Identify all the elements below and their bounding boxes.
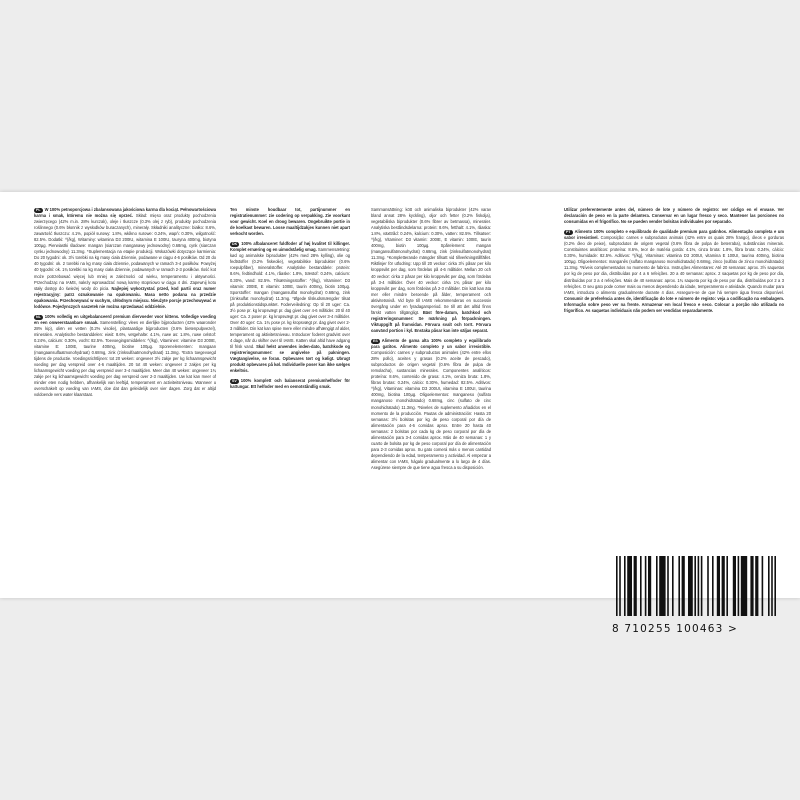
barcode-bar — [694, 556, 696, 616]
barcode-bar — [741, 556, 747, 616]
language-badge-pt: PT — [566, 230, 571, 235]
barcode-bar — [717, 556, 720, 616]
body-dk: Sammensætning: kød og animalske biprodukter (42% med 28% kylling), olie og fedtstoffer (0.2% fiskeolie), vegetabilske biprodukter (0.6% roepulpfiber), mineralstoffer. Analytiske bestanddele: protein: 8.6%, fedtindhold: 4.1%, råaske: 1.8%, træstof: 0.24%, calcium: 0.30%, vand: 82.5%. Tilsætningsstoffer: ^(/kg), Vitaminer: D3 vitamin: 200IE, E vitamin: 100IE, taurin 400mg, biotin 100µg. Sporstoffer: mangan (mangansulfat monohydrat) 0.68mg, zink (zinksulfat monohydrat) 11.3mg. *Øgede tilskudsmængder tilsat på produktionstidspunktet. Foderveiledning: Op til 20 uger: Ca. 3½ pose pr. kg kropsvægt pr. dag givet over 4-6 måltider. 20 til 40 uger: Ca. 2 poser pr. kg kropsvægt pr. dag givet over 3-4 måltider. Over 40 uger: Ca. 1¾ pose pr. kg kropsvægt pr. dag givet over 2-3 måltider. Din kat kan spise mere eller mindre afhængigt af alder, temperament og aktivitetsniveau. Introducer foderet gradvist over 4 dage, når du skifter over til IAMS. Katten skal altid have adgang til frisk vand. — [230, 247, 350, 350]
section-sv — [230, 378, 350, 390]
barcode-bar — [771, 556, 773, 616]
storage-sv: Bäst före-datum, batchkod och registreringsnummer: Se märkning på förpackningen. Viktuppgift på framsidan. Förvara svalt och torrt. Förvara oanvänd portion i kyl. Enstaka påsar kan inte säljas separat. — [371, 309, 491, 333]
language-badge-es: ES — [373, 338, 378, 343]
barcode-bar — [627, 556, 632, 616]
headline-pt: Alimento 100% completo e equilibrado de qualidade premium para gatinhos. Alimentação completa e um sabor irresistível. — [564, 229, 784, 241]
barcode-bar — [726, 556, 728, 616]
barcode-bar — [656, 556, 658, 616]
barcode-bar — [774, 556, 776, 616]
section-nl-tail — [230, 207, 350, 237]
barcode-bar — [738, 556, 740, 616]
headline-sv: 100% komplett och balanserat premiumhelfoder för kattungar. Ett helfoder med en oemotståndlig smak. — [230, 378, 350, 390]
barcode-bar — [722, 556, 725, 616]
barcode-bar — [634, 556, 637, 616]
barcode-bar — [645, 556, 647, 616]
barcode — [612, 556, 782, 616]
storage-pt: Consumir de preferência antes de, identificação do lote e número de registo: veja a codificação na embalagem. Informação sobre peso ver na frente. Armazenar em local fresco e seco. Colocar a porção não utilizada no frigorífico. As saquetas individuais não podem ser vendidas separadamente. — [564, 295, 784, 313]
body-pt: Composição: carnes e subprodutos animais (42% entre os quais 28% frango), óleos e gorduras (0.2% óleo de peixe), subprodutos de origem vegetal (0.6% fibra de polpa de beterraba), substâncias minerais. Constituintes analíticos: proteína: 8.6%, teor de matéria gorda: 4.1%, cinza bruta: 1.8%, fibra bruta: 0.24%, cálcio: 0.30%, humidade: 82.5%. Aditivos: ^(/kg), Vitaminas: vitamina D3 200UI, vitamina E 100UI, taurina 400mg, biotina 100µg. Oligoelementos: manganês (sulfato manganoso monohidratado) 0.68mg, zinco (sulfato de zinco monohidratado) 11.3mg. *Níveis complementados no momento de fabrico. Instruções Alimentares: Até 20 semanas: aprox. 3½ saquetas por kg de peso por dia, distribuídas por 4 a 6 refeições. 20 a 40 semanas: aprox. 2 saquetas por kg de peso por dia, distribuídas por 3 a 4 refeições. Mais de 40 semanas: aprox. 1¾ saqueta por kg de peso por dia, distribuídas por 2 a 3 refeições. O seu gato pode comer mais ou menos dependendo da idade, temperamento e atividade. Quando mudar para IAMS, introduza o alimento gradualmente durante 4 dias. Assegure-se de que há sempre água fresca disponível. — [564, 235, 784, 295]
text-column-1 — [34, 207, 216, 592]
language-badge-nl: NL — [36, 314, 41, 319]
section-nl — [34, 314, 216, 399]
headline-dk: 100% afbalanceret fuldfoder af høj kvalitet til killinger. Komplet ernæring og en uimodståelig smag. — [230, 241, 350, 253]
barcode-bar — [688, 556, 693, 616]
section-dk — [230, 241, 350, 374]
barcode-bar — [616, 556, 618, 616]
barcode-bar — [619, 556, 621, 616]
storage-dk: Skal helst anvendes inden-dato, batchkode og registreringsnummer: se angivelse på pakningen. Vægtangivelse, se foran. Opbevares tørt og køligt. Ubrugt produkt opbevares på køl. Individuelle poser kan ikke sælges enkeltvis. — [230, 344, 350, 374]
storage-pl: Najlepiej wykorzystać przed, kod partii oraz numer rejestracyjny: patrz oznakowanie na opakowaniu. Masa netto podana na przedzie opakowania. Przechowywać w suchym, chłodnym miejscu. Nieużyte porcje przechowywać w lodówce. Pojedynczych saszetek nie można sprzedawać oddzielnie. — [34, 285, 216, 309]
barcode-bar — [667, 556, 669, 616]
section-es-tail — [564, 207, 784, 225]
storage-es: Utilizar preferentemente antes del, número de lote y número de registro: ver código en el envase. Ver declaración de peso en la parte delantera. Conservar en un lugar fresco y seco. Mantener las porciones no consumidas en el frigorífico. No se pueden vender bolsitas individuales por separado. — [564, 207, 784, 225]
barcode-bar — [701, 556, 703, 616]
barcode-bar — [733, 556, 736, 616]
product-label-panel — [0, 192, 800, 635]
text-column-3 — [371, 207, 491, 592]
body-nl: Samenstelling: vlees en dierlijke bijproducten (42% waaronder 28% kip), oliën en vetten (0.2% visolie), plantaardige bijproducten (0.6% bietenpulpvezel), mineralen. Analytische bestanddelen: eiwit: 8.6%, vetgehalte: 4.1%, ruwe as: 1.8%, ruwe celstof: 0.24%, calcium: 0.30%, vocht: 82.5%. Toevoegingsmiddelen: ^(/kg), Vitaminen: vitamine D3 200IE, vitamine E: 100IE, taurine 400mg, biotine 100µg. Sporenelementen: mangaan (mangaansulfaatmonohydraat) 0.68mg, zink (zinksulfaatmonohydraat) 11.3mg. *Extra toegevoegd tijdens de productie. Voedingsrichtlijnen: tot 20 weken: ongeveer 3½ zakje per kg lichaamsgewicht voeding per dag verspreid over 4-6 maaltijden. 20 tot 40 weken: ongeveer 2 zakjes per kg lichaamsgewicht voeding per dag verspreid over 3-4 maaltijden. Meer dan 40 weken: ongeveer 1¾ zakje per kg lichaamsgewicht voeding per dag verspreid over 2-3 maaltijden. Uw kat kan meer of minder eten nodig hebben, afhankelijk van leeftijd, temperament en activiteitsniveau. Wanneer u overschakelt op voeding van IAMS, doe dat dan geleidelijk over vier dagen. Zorg dat er altijd voldoende vers water klaarstaat. — [34, 319, 216, 398]
language-badge-pl: PL — [36, 208, 41, 212]
language-badge-sv: SV — [232, 379, 237, 384]
barcode-number: 8 710255 100463 > — [612, 623, 739, 635]
barcode-bar — [750, 556, 753, 616]
text-column-2 — [230, 207, 350, 592]
storage-nl: Ten minste houdbaar tot, partijnummer en registratienummer: zie codering op verpakking. Zie voorkant voor gewicht. Koel en droog bewaren. Ongebruikte portie in de koelkast bewaren. Losse maaltijdzakjes kunnen niet apart verkocht worden. — [230, 207, 350, 237]
barcode-bar — [659, 556, 665, 616]
section-pl — [34, 207, 216, 310]
barcode-bar — [640, 556, 642, 616]
barcode-bar — [682, 556, 685, 616]
language-badge-dk: DK — [232, 242, 238, 247]
barcode-bar — [768, 556, 770, 616]
section-es — [371, 338, 491, 471]
barcode-bar — [624, 556, 626, 616]
barcode-bar — [678, 556, 680, 616]
section-sv-body — [371, 207, 491, 334]
barcode-bar — [762, 556, 764, 616]
barcode-bar — [755, 556, 758, 616]
headline-nl: 100% volledig en uitgebalanceerd premium diervoeder voor kittens. Volledige voeding en een onweerstaanbare smaak. — [34, 313, 216, 325]
barcode-bar — [648, 556, 651, 616]
barcode-bar — [672, 556, 674, 616]
body-es: Composición: carnes y subproductos animales (42% entre ellos 28% pollo), aceites y grasas (0.2% aceite de pescado), subproductos de origen vegetal (0.6% fibra de pulpa de remolacha), sustancias minerales. Componentes analíticos: proteína: 8.6%, contenido de grasa: 4.1%, ceniza bruta: 1.8%, fibras brutas: 0.24%, calcio: 0.30%, humedad: 82.5%. Aditivos: ^(/kg), Vitaminas: vitamina D3 200UI, vitamina E 100UI, taurina 400mg, biotina 100µg. Oligoelementos: manganeso (sulfato manganoso monohidratado) 0.68mg, cinc (sulfato de cinc monohidratado) 11.3mg. *Niveles de suplemento añadidos en el momento de la producción. Pautas de administración: Hasta 20 semanas: 3½ bolsitas por kg de peso corporal por día de alimentación para 4-6 comidas aprox. Entre 20 hasta 40 semanas: 2 bolsitas por cada kg de peso corporal por día de alimentación para 3-4 comidas aprox. Más de 40 semanas: 1 y cuarto de bolsita por kg de peso corporal por día de alimentación para 2-3 comidas aprox. Su gato comerá más o menos cantidad dependiendo de la edad, temperamento y actividad. Al empezar a alimentar con IAMS, hágalo gradualmente a lo largo de 4 días. Asegúrese siempre de que tiene agua fresca a su disposición. — [371, 350, 491, 470]
barcode-bar — [698, 556, 700, 616]
section-pt — [564, 229, 784, 314]
body-sv: Sammansättning: kött och animaliska biprodukter (42% varav bland annat 28% kyckling), oljor och fetter (0.2% fiskolja), vegetabiliska biprodukter (0.6% fibrer av betmassa), mineraler. Analytiska beståndsdelarna: protein: 8.6%, fetthalt: 4.1%, råaska: 1.8%, växttråd: 0.24%, kalcium: 0.30%, vatten: 82.5%. Tillsatser: ^(/kg), Vitaminer: D3 vitamin: 200IE, E vitamin: 100IE, taurin 400mg, biotin 100µg. Spårelement: mangan (mangansulfatmonohydrat) 0.68mg, zink (zinksulfatmonohydrat) 11.3mg. *Kompletterande mängder tillsatt vid tillverkningstillfället. Riktlinjer för utfodring: Upp till 20 veckor: cirka 3½ påsar per kilo kroppsvikt per dag, som fördelas på 4-6 måltider. Mellan 20 och 40 veckor: cirka 2 påsar per kilo kroppsvikt per dag, som fördelas på 3-4 måltider. Över 40 veckor: cirka 1¾ påsar per kilo kroppsvikt per dag, som fördelas på 2-3 måltider. Din katt kan äta mer eller mindre beroende på ålder, temperament och aktivitetsnivå. Vid byte till IAMS rekommenderas en successiv övergång under en fyradagarsperiod. Se till att det alltid finns färskt vatten tillgängligt. — [371, 207, 491, 315]
headline-es: Alimento de gama alta 100% completo y equilibrado para gatitos. Alimento completo y un sabor irresistible. — [371, 337, 491, 350]
text-column-4 — [564, 207, 784, 367]
barcode-bar — [707, 556, 709, 616]
headline-pl: W 100% petnoporcjowa i zbalansowana jakościowa karma dla kociąt. Pełnowartościowa karma i smak, któremu nie można się oprzeć. — [34, 207, 216, 219]
body-pl: Skład: mięso oraz produkty pochodzenia zwierzęcego (42% m.in. 28% kurczak), oleje i tłuszcze (0.3% olej z ryb), produkty pochodzenia roślinnego (0.6% błonnik z wysłodków buraczanych), minerały. Składniki analityczne: białko: 8.6%, zawartość tłuszczu: 4.1%, popiół surowy: 1.8%, włókno surowe: 0.24%, wapń: 0.30%, wilgotność: 82.5%. Dodatki: ^(/kg), Witaminy: witamina D3 200IU, witamina E 100IU, tauryna 400mg, biotyna 100µg. Pierwiastki śladowe: mangan (siarczan manganawy jednowodny) 0.68mg, cynk (siarczan cynku jednowodny) 11.3mg. *Suplementacja na etapie produkcji. Wskazówki dotyczące karmienia: Do 20 tygodni: ok. 3½ torebki na kg masy ciała dziennie, podawane w ciągu 4-6 posiłków. Od 20 do 40 tygodni: ok. 2 torebki na kg masy ciała dziennie, podawanych w ramach 3-4 posiłków. Powyżej 40 tygodni: ok. 1¾ torebki na kg masy ciała dziennie, podawanych w ramach 2-3 posiłków. Ilość kot może potrzebować więcej lub mniej w zależności od wieku, temperamentu i aktywności. Przechodząc na IAMS, należy wprowadzać nową karmę stopniowo w ciągu 4 dni. Zapewnij kotu stały dostęp do świeżej wody do picia. — [34, 213, 216, 291]
barcode-bar — [712, 556, 714, 616]
